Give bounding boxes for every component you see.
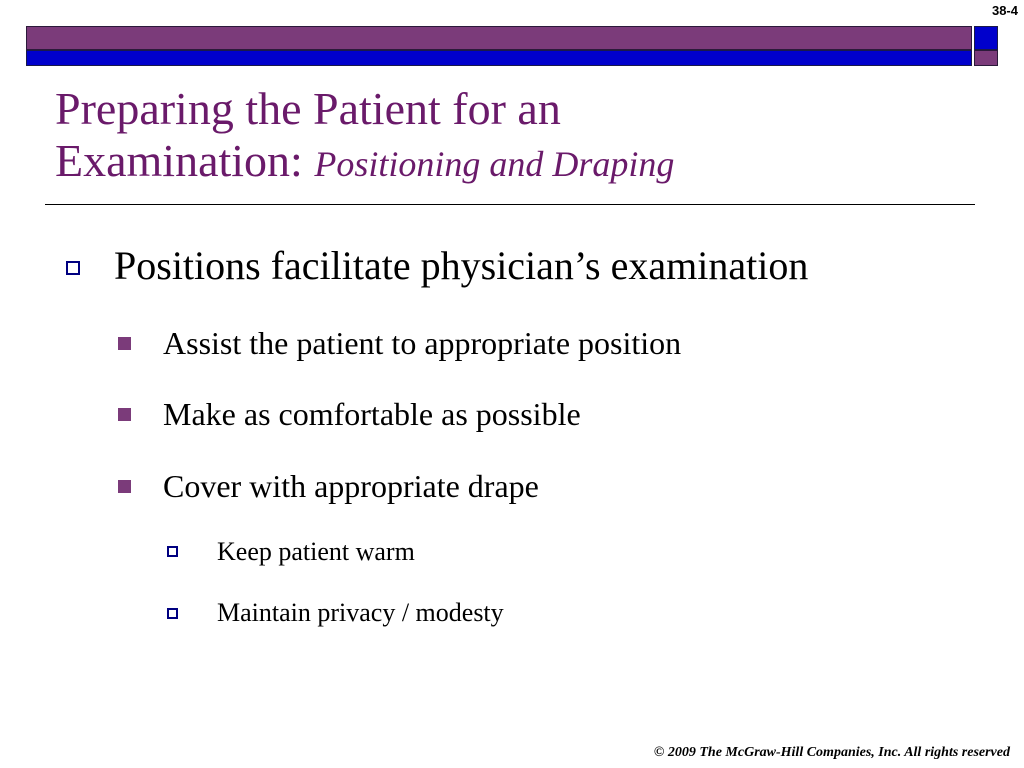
slide-number: 38-4 (991, 3, 1018, 18)
header-bar-purple (26, 26, 972, 50)
bullet-level2-item: Assist the patient to appropriate position (163, 325, 682, 361)
header-square-blue (974, 26, 998, 50)
filled-square-bullet-icon (118, 480, 131, 493)
bullet-level2-item: Cover with appropriate drape (163, 468, 539, 504)
hollow-square-bullet-icon (167, 608, 178, 619)
bullet-level3-item: Maintain privacy / modesty (217, 598, 504, 627)
header-square-purple (974, 50, 998, 66)
filled-square-bullet-icon (118, 337, 131, 350)
title-line-1: Preparing the Patient for an (55, 83, 561, 134)
hollow-square-bullet-icon (66, 261, 80, 275)
title-subtitle: Positioning and Draping (314, 144, 675, 184)
bullet-level2-item: Make as comfortable as possible (163, 396, 581, 432)
title-divider (45, 204, 975, 205)
hollow-square-bullet-icon (167, 546, 178, 557)
title-line-2 (55, 135, 674, 190)
slide-title (55, 83, 674, 190)
copyright-footer: © 2009 The McGraw-Hill Companies, Inc. All rights reserved (653, 745, 1010, 760)
title-main: Examination: (55, 135, 303, 186)
bullet-level3-item: Keep patient warm (217, 537, 415, 566)
filled-square-bullet-icon (118, 408, 131, 421)
header-bar-blue (26, 50, 972, 66)
bullet-level1: Positions facilitate physician’s examination (114, 243, 809, 288)
